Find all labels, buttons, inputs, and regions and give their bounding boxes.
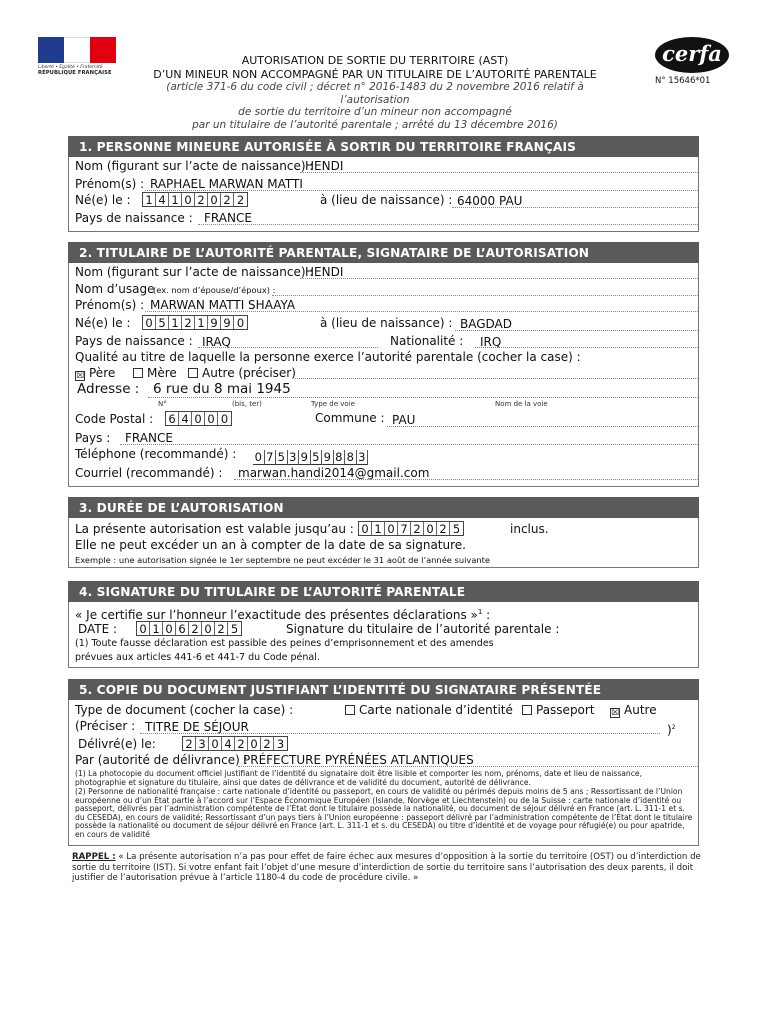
digit-cell: 4 (179, 412, 192, 425)
s2-opt-autre[interactable] (188, 366, 296, 380)
s5-delivery-date-field[interactable] (182, 736, 288, 751)
digit-cell: 0 (359, 522, 372, 535)
digit-cell: 2 (235, 737, 248, 750)
digit-cell: 0 (143, 316, 156, 329)
s1-prenom-field[interactable]: RAPHAEL MARWAN MATTI (150, 177, 303, 191)
addr-hint-nom: Nom de la voie (495, 400, 548, 408)
digit-cell: 0 (205, 412, 218, 425)
s2-codepostal-field[interactable] (165, 411, 232, 426)
digit-cell: 0 (182, 193, 195, 206)
s2-pays-label: Pays de naissance : (75, 334, 193, 348)
digit-cell: 4 (156, 193, 169, 206)
digit-cell: 2 (183, 737, 196, 750)
digit-cell: 0 (248, 737, 261, 750)
s1-nom-label: Nom (figurant sur l’acte de naissance) : (75, 159, 314, 173)
addr-hint-type: Type de voie (311, 400, 355, 408)
s5-preciser-field[interactable]: TITRE DE SÉJOUR (145, 720, 249, 734)
cni-checkbox[interactable] (345, 705, 355, 715)
republique-francaise-logo (38, 37, 116, 81)
digit-cell: 0 (209, 737, 222, 750)
s2-ne-label: Né(e) le : (75, 316, 131, 330)
digit-cell: 0 (137, 622, 150, 635)
addr-hint-n: N° (158, 400, 167, 408)
s5-opt-autre[interactable] (610, 703, 657, 718)
s2-nat-label: Nationalité : (390, 334, 464, 348)
digit-cell: 0 (385, 522, 398, 535)
digit-cell: 5 (230, 622, 239, 636)
s2-adresse-label: Adresse : (77, 381, 140, 397)
s4-sig-label: Signature du titulaire de l’autorité parentale : (286, 622, 560, 636)
digit-cell: 1 (169, 316, 182, 329)
s1-prenom-label: Prénom(s) : (75, 177, 145, 191)
s2-usage-field[interactable] (272, 295, 698, 296)
digit-cell: 5 (156, 316, 169, 329)
logo-republique: RÉPUBLIQUE FRANÇAISE (38, 70, 112, 76)
cerfa-logo: cerfa (655, 37, 729, 73)
digit-cell: 7 (265, 450, 277, 465)
digit-cell: 2 (261, 737, 274, 750)
s5-opt-cni[interactable] (345, 703, 513, 717)
s2-qualite-label: Qualité au titre de laquelle la personne exerce l’autorité parentale (cocher la case) : (75, 350, 581, 364)
digit-cell: 0 (163, 622, 176, 635)
digit-cell: 9 (221, 316, 234, 329)
s2-nom-label: Nom (figurant sur l’acte de naissance) : (75, 265, 314, 279)
s4-date-field[interactable] (136, 621, 242, 636)
section-1-heading: 1. PERSONNE MINEURE AUTORISÉE À SORTIR DU TERRITOIRE FRANÇAIS (68, 136, 699, 157)
digit-cell: 2 (189, 622, 202, 635)
s3-example: Exemple : une autorisation signée le 1er septembre ne peut excéder le 31 août de l’année suivante (75, 555, 491, 565)
digit-cell: 2 (215, 622, 228, 635)
s2-opt-pere[interactable] (75, 366, 115, 381)
form-title (130, 54, 620, 131)
digit-cell: 1 (169, 193, 182, 206)
s1-pays-label: Pays de naissance : (75, 211, 193, 225)
digit-cell: 4 (222, 737, 235, 750)
digit-cell: 0 (424, 522, 437, 535)
s5-type-label: Type de document (cocher la case) : (75, 703, 294, 717)
digit-cell: 0 (192, 412, 205, 425)
s2-opt-mere[interactable] (133, 366, 177, 380)
s2-cp-label: Code Postal : (75, 412, 154, 426)
digit-cell: 9 (299, 450, 311, 465)
autre-doc-label: Autre (624, 703, 657, 717)
s2-pays2-field[interactable]: FRANCE (125, 431, 173, 445)
s2-tel-label: Téléphone (recommandé) : (75, 447, 237, 461)
s2-usage-hint: (ex. nom d’épouse/d’époux) : (153, 285, 276, 295)
digit-cell: 3 (276, 737, 285, 751)
digit-cell: 1 (372, 522, 385, 535)
rappel-label: RAPPEL : (72, 852, 116, 862)
digit-cell: 7 (398, 522, 411, 535)
autre-doc-checkbox[interactable]: ☒ (611, 708, 620, 718)
addr-hint-bis: (bis, ter) (232, 400, 262, 408)
digit-cell: 2 (221, 193, 234, 206)
s2-prenom-label: Prénom(s) : (75, 298, 145, 312)
rappel-text: « La présente autorisation n’a pas pour effet de faire échec aux mesures d’opposition à la sortie du territoire (OST) ou d’interdiction de sortie du territoire (IST). Si votre enfant fait l’objet d’une mesure d’interdiction de sortie du territoire sans l’autorisation des deux parents, il doit justifier de l’autorisation prévue à l’article 1180-4 du code de procédure civile. » (72, 852, 701, 883)
footnote-2: (2) Personne de nationalité française : carte nationale d’identité ou passeport, en cours de validité ou périmés depuis moins de 5 ans ; Ressortissant de l’Union européenne ou d’un État partie à l’accord sur l’Espace Économique Européen (Islande, Norvège et Liechtenstein) ou de la Suisse : carte nationale d’identité ou passeport, délivrés par l’administration compétente de l’État dont le titulaire possède la nationalité, ou document de séjour délivré en France (art. L. 311-1 et s. du CESEDA), en cours de validité; Ressortissant d’un pays tiers à l’Union européenne : passeport délivré par l’administration compétente de l’État dont le titulaire possède la nationalité ou document de séjour délivré en France (art. L. 311-1 et s. du CESEDA) ou titre d’identité et de voyage pour réfugié(e) ou pour apatride, en cours de validité (75, 787, 693, 839)
digit-cell: 3 (357, 450, 369, 465)
digit-cell: 0 (253, 450, 265, 465)
s2-pays2-label: Pays : (75, 431, 111, 445)
s3-inclus: inclus. (510, 522, 549, 536)
s4-note1: (1) Toute fausse déclaration est passible des peines d’emprisonnement et des amendes (75, 638, 494, 649)
s3-valid-label: La présente autorisation est valable jusqu’au : (75, 522, 354, 536)
digit-cell: 2 (236, 193, 245, 207)
s1-lieu-label: à (lieu de naissance) : (320, 193, 453, 207)
digit-cell: 2 (411, 522, 424, 535)
pere-label: Père (89, 366, 116, 380)
s2-commune-label: Commune : (315, 411, 385, 425)
s2-lieu-label: à (lieu de naissance) : (320, 316, 453, 330)
digit-cell: 1 (195, 316, 208, 329)
s2-nat-field[interactable]: IRQ (480, 335, 502, 349)
passeport-checkbox[interactable] (522, 705, 532, 715)
s2-mail-label: Courriel (recommandé) : (75, 466, 223, 480)
s5-autorite-field[interactable]: PRÉFECTURE PYRÉNÉES ATLANTIQUES (243, 753, 474, 767)
digit-cell: 6 (176, 622, 189, 635)
s4-certify: « Je certifie sur l’honneur l’exactitude des présentes déclarations »$^1$ : (75, 608, 491, 622)
digit-cell: 6 (166, 412, 179, 425)
digit-cell: 5 (452, 522, 461, 536)
subtitle-line-1: (article 371-6 du code civil ; décret n° 2016-1483 du 2 novembre 2016 relatif à l’autorisation (166, 81, 584, 106)
logo-motto: Liberté • Égalité • Fraternité (38, 65, 103, 70)
section-4-heading: 4. SIGNATURE DU TITULAIRE DE L’AUTORITÉ PARENTALE (68, 581, 699, 602)
digit-cell: 0 (208, 193, 221, 206)
s2-telephone-field[interactable] (253, 450, 368, 465)
digit-cell: 2 (195, 193, 208, 206)
cerfa-number: N° 15646*01 (655, 76, 711, 86)
digit-cell: 2 (182, 316, 195, 329)
footnote-1: (1) La photocopie du document officiel justifiant de l’identité du signataire doit être lisible et comporter les nom, prénoms, date et lieu de naissance, photographie et signature du titulaire, ainsi que dates de délivrance et de validité du document, autorité de délivrance. (75, 769, 643, 787)
digit-cell: 8 (334, 450, 346, 465)
s2-adresse-field[interactable]: 6 rue du 8 mai 1945 (153, 381, 291, 397)
digit-cell: 1 (150, 622, 163, 635)
s1-lieu-field[interactable]: 64000 PAU (457, 194, 523, 208)
title-line-1: AUTORISATION DE SORTIE DU TERRITOIRE (AST) (241, 54, 509, 67)
pere-checkbox[interactable]: ☒ (76, 371, 85, 381)
s5-preciser-close: )$^2$ (667, 723, 676, 737)
digit-cell: 0 (220, 412, 229, 426)
s2-usage-label: Nom d’usage (75, 282, 155, 296)
autre-label: Autre (préciser) (202, 366, 296, 380)
s5-delivre-label: Délivré(e) le: (78, 737, 156, 751)
digit-cell: 8 (345, 450, 357, 465)
digit-cell: 9 (322, 450, 334, 465)
digit-cell: 5 (311, 450, 323, 465)
s3-validity-date-field[interactable] (358, 521, 464, 536)
s2-nom-field[interactable]: HENDI (305, 265, 344, 279)
s2-pays-field[interactable]: IRAQ (202, 335, 231, 349)
passeport-label: Passeport (536, 703, 595, 717)
section-3-heading: 3. DURÉE DE L’AUTORISATION (68, 497, 699, 518)
digit-cell: 2 (437, 522, 450, 535)
s4-date-label: DATE : (78, 622, 118, 636)
autre-checkbox[interactable] (188, 368, 198, 378)
subtitle-line-3: par un titulaire de l’autorité parentale ; arrêté du 13 décembre 2016) (192, 118, 558, 131)
digit-cell: 1 (143, 193, 156, 206)
s3-line2: Elle ne peut excéder un an à compter de la date de sa signature. (75, 538, 466, 552)
s5-opt-passeport[interactable] (522, 703, 595, 717)
s4-note2: prévues aux articles 441-6 et 441-7 du Code pénal. (75, 652, 320, 663)
section-5-heading: 5. COPIE DU DOCUMENT JUSTIFIANT L’IDENTITÉ DU SIGNATAIRE PRÉSENTÉE (68, 679, 699, 700)
digit-cell: 0 (202, 622, 215, 635)
digit-cell: 3 (196, 737, 209, 750)
rappel-note (72, 852, 702, 884)
s1-birthdate-field[interactable] (142, 192, 248, 207)
marianne-flag-icon (38, 37, 116, 63)
s1-nom-field[interactable]: HENDI (305, 159, 344, 173)
digit-cell: 9 (208, 316, 221, 329)
title-line-2: D’UN MINEUR NON ACCOMPAGNÉ PAR UN TITULAIRE DE L’AUTORITÉ PARENTALE (153, 67, 597, 81)
mere-checkbox[interactable] (133, 368, 143, 378)
mere-label: Mère (147, 366, 177, 380)
section-2-heading: 2. TITULAIRE DE L’AUTORITÉ PARENTALE, SIGNATAIRE DE L’AUTORISATION (68, 242, 699, 263)
subtitle-line-2: de sortie du territoire d’un mineur non accompagné (238, 106, 512, 118)
s2-email-field[interactable]: marwan.handi2014@gmail.com (238, 466, 430, 480)
s5-preciser-label: (Préciser : (75, 719, 136, 733)
cni-label: Carte nationale d’identité (359, 703, 513, 717)
s2-prenom-field[interactable]: MARWAN MATTI SHAAYA (150, 298, 296, 312)
s1-pays-field[interactable]: FRANCE (204, 211, 252, 225)
s2-commune-field[interactable]: PAU (392, 413, 416, 427)
digit-cell: 5 (276, 450, 288, 465)
s1-ne-label: Né(e) le : (75, 193, 131, 207)
digit-cell: 3 (288, 450, 300, 465)
digit-cell: 0 (236, 316, 245, 330)
s5-autorite-label: Par (autorité de délivrance) : (75, 753, 248, 767)
s2-lieu-field[interactable]: BAGDAD (460, 317, 513, 331)
s2-birthdate-field[interactable] (142, 315, 248, 330)
